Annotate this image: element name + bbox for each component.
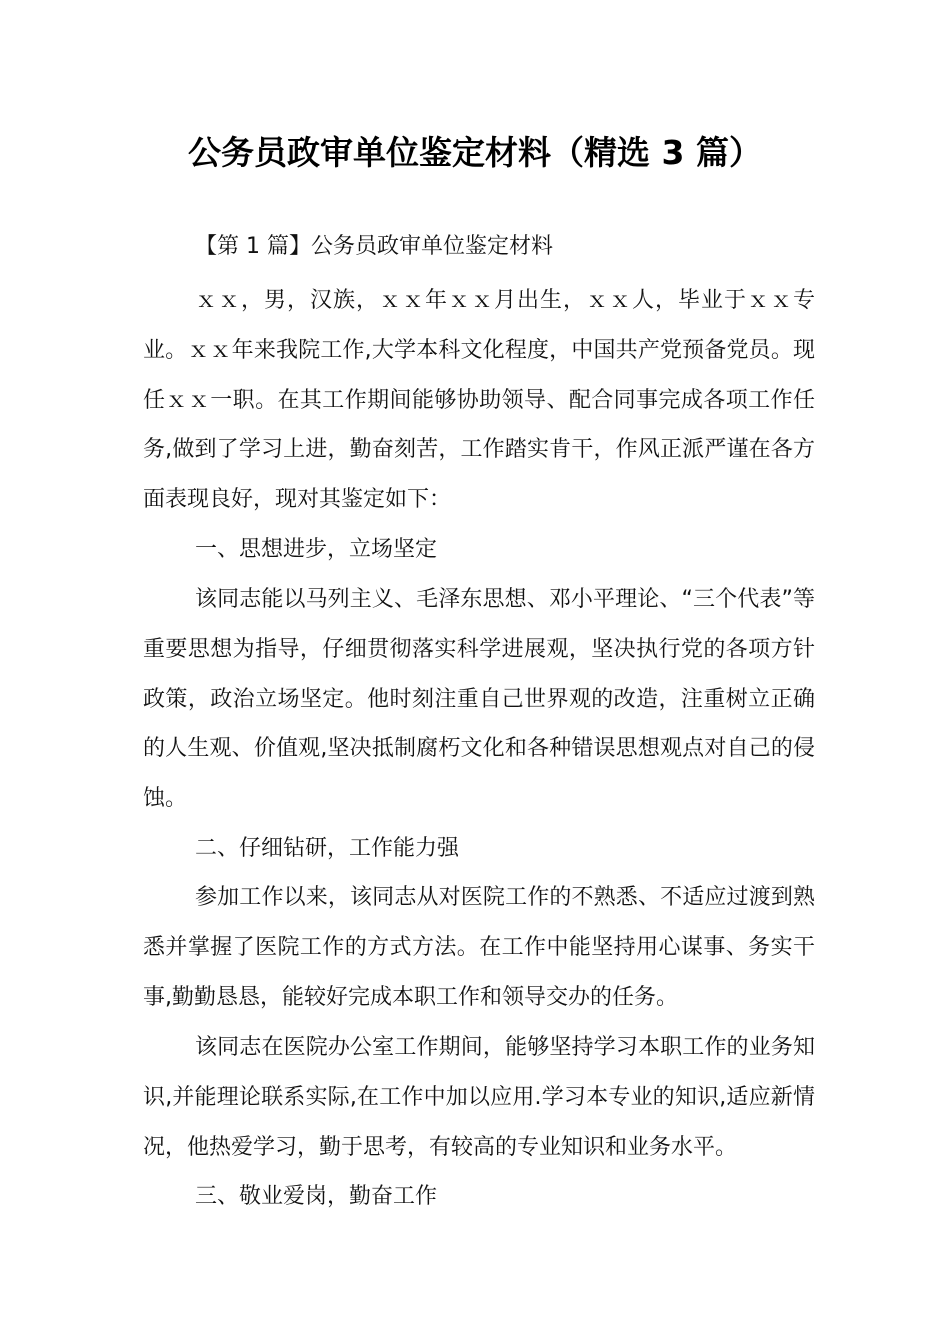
section-label: 【第 1 篇】公务员政审单位鉴定材料 [195, 234, 553, 259]
section-heading-3: 三、敬业爱岗，勤奋工作 [195, 1184, 438, 1209]
section-heading-2: 二、仔细钻研，工作能力强 [195, 836, 460, 861]
document-title: 公务员政审单位鉴定材料（精选 3 篇） [188, 133, 762, 172]
section-heading-1: 一、思想进步，立场坚定 [195, 537, 438, 562]
intro-paragraph: ｘｘ，男，汉族，ｘｘ年ｘｘ月出生，ｘｘ人，毕业于ｘｘ专业。ｘｘ年来我院工作,大学本科文化程度，中国共产党预备党员。现任ｘｘ一职。在其工作期间能够协助领导、配合同事完成各项工作任务,做到了学习上进，勤奋刻苦，工作踏实肯干，作风正派严谨在各方面表现良好，现对其鉴定如下： [143, 288, 815, 513]
body-paragraph-2a: 参加工作以来，该同志从对医院工作的不熟悉、不适应过渡到熟悉并掌握了医院工作的方式方法。在工作中能坚持用心谋事、务实干事,勤勤恳恳，能较好完成本职工作和领导交办的任务。 [143, 885, 815, 1010]
body-paragraph-2b: 该同志在医院办公室工作期间，能够坚持学习本职工作的业务知识,并能理论联系实际,在工作中加以应用.学习本专业的知识,适应新情况，他热爱学习，勤于思考，有较高的专业知识和业务水平。 [143, 1035, 815, 1160]
body-paragraph-1: 该同志能以马列主义、毛泽东思想、邓小平理论、“三个代表”等重要思想为指导，仔细贯彻落实科学进展观，坚决执行党的各项方针政策，政治立场坚定。他时刻注重自己世界观的改造，注重树立正确的人生观、价值观,坚决抵制腐朽文化和各种错误思想观点对自己的侵蚀。 [143, 587, 815, 812]
